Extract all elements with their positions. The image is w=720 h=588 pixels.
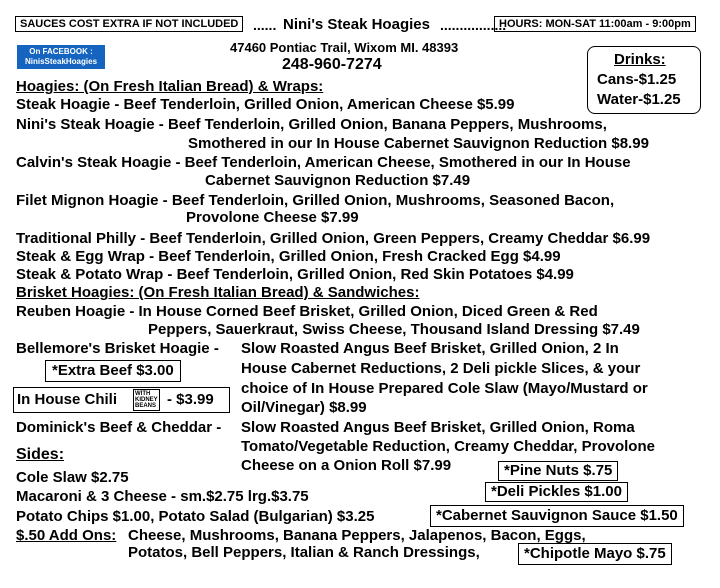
pine-nuts-box: *Pine Nuts $.75 xyxy=(498,461,618,481)
drinks-water: Water-$1.25 xyxy=(597,91,681,108)
chili-note-beans: BEANS xyxy=(135,403,157,409)
chipotle-mayo-box: *Chipotle Mayo $.75 xyxy=(518,543,672,565)
header-dots-right: ................. xyxy=(440,17,507,33)
reuben-line: Reuben Hoagie - In House Corned Beef Brisket, Grilled Onion, Diced Green & Red xyxy=(16,303,598,320)
hoagie-item: Steak & Egg Wrap - Beef Tenderloin, Grilled Onion, Fresh Cracked Egg $4.99 xyxy=(16,248,561,265)
hoagie-item: Steak Hoagie - Beef Tenderloin, Grilled Onion, American Cheese $5.99 xyxy=(16,96,515,113)
hoagies-heading: Hoagies: (On Fresh Italian Bread) & Wraps: xyxy=(16,78,324,95)
side-item: Macaroni & 3 Cheese - sm.$2.75 lrg.$3.75 xyxy=(16,488,309,505)
hoagie-item: Calvin's Steak Hoagie - Beef Tenderloin, American Cheese, Smothered in our In House xyxy=(16,154,631,171)
dominick-line: Cheese on a Onion Roll $7.99 xyxy=(241,457,452,474)
bellemore-name: Bellemore's Brisket Hoagie - xyxy=(16,340,219,357)
cabernet-sauce-box: *Cabernet Sauvignon Sauce $1.50 xyxy=(430,505,684,527)
deli-pickles-box: *Deli Pickles $1.00 xyxy=(485,482,628,502)
hoagie-item-cont: Provolone Cheese $7.99 xyxy=(186,209,359,226)
drinks-title: Drinks: xyxy=(614,51,666,68)
bellemore-line: Oil/Vinegar) $8.99 xyxy=(241,399,367,416)
brisket-heading: Brisket Hoagies: (On Fresh Italian Bread) & Sandwiches: xyxy=(16,284,420,301)
dominick-line: Tomato/Vegetable Reduction, Creamy Cheddar, Provolone xyxy=(241,438,655,455)
sauces-note: SAUCES COST EXTRA IF NOT INCLUDED xyxy=(15,16,243,32)
chili-note-kidney: KIDNEY xyxy=(135,397,158,403)
facebook-handle: NinisSteakHoagies xyxy=(24,57,98,66)
extra-beef-box: *Extra Beef $3.00 xyxy=(45,360,181,382)
dominick-line: Slow Roasted Angus Beef Brisket, Grilled Onion, Roma xyxy=(241,419,635,436)
hoagie-item-cont: Cabernet Sauvignon Reduction $7.49 xyxy=(205,172,471,189)
facebook-badge[interactable] xyxy=(17,45,105,69)
chili-note-with: WITH xyxy=(135,391,151,397)
hoagie-item: Nini's Steak Hoagie - Beef Tenderloin, Grilled Onion, Banana Peppers, Mushrooms, xyxy=(16,116,607,133)
addons-line: Cheese, Mushrooms, Banana Peppers, Jalapenos, Bacon, Eggs, xyxy=(128,527,586,544)
hoagie-item: Traditional Philly - Beef Tenderloin, Grilled Onion, Green Peppers, Creamy Cheddar $6.99 xyxy=(16,230,651,247)
hoagie-item: Steak & Potato Wrap - Beef Tenderloin, Grilled Onion, Red Skin Potatoes $4.99 xyxy=(16,266,574,283)
hoagie-item: Filet Mignon Hoagie - Beef Tenderloin, Grilled Onion, Mushrooms, Seasoned Bacon, xyxy=(16,192,615,209)
chili-name: In House Chili xyxy=(17,391,118,408)
page-title: Nini's Steak Hoagies xyxy=(283,16,430,33)
bellemore-line: Slow Roasted Angus Beef Brisket, Grilled Onion, 2 In xyxy=(241,340,619,357)
hours-badge: HOURS: MON-SAT 11:00am - 9:00pm xyxy=(494,16,696,32)
chili-beans-note xyxy=(133,389,160,411)
header-dots-left: ...... xyxy=(253,17,277,33)
addons-label: $.50 Add Ons: xyxy=(16,527,117,544)
reuben-line-cont: Peppers, Sauerkraut, Swiss Cheese, Thousand Island Dressing $7.49 xyxy=(148,321,640,338)
hoagie-item-cont: Smothered in our In House Cabernet Sauvignon Reduction $8.99 xyxy=(188,135,649,152)
sides-heading: Sides: xyxy=(16,446,65,463)
addons-line-cont: Potatos, Bell Peppers, Italian & Ranch Dressings, xyxy=(128,544,480,561)
phone: 248-960-7274 xyxy=(282,56,382,73)
side-item: Cole Slaw $2.75 xyxy=(16,469,129,486)
address: 47460 Pontiac Trail, Wixom MI. 48393 xyxy=(230,40,459,55)
chili-price: - $3.99 xyxy=(167,391,214,408)
dominick-name: Dominick's Beef & Cheddar - xyxy=(16,419,222,436)
bellemore-line: House Cabernet Reductions, 2 Deli pickle Slices, & your xyxy=(241,360,641,377)
drinks-cans: Cans-$1.25 xyxy=(597,71,677,88)
bellemore-line: choice of In House Prepared Cole Slaw (Mayo/Mustard or xyxy=(241,380,648,397)
facebook-label: On FACEBOOK : xyxy=(29,47,93,56)
side-item: Potato Chips $1.00, Potato Salad (Bulgarian) $3.25 xyxy=(16,508,375,525)
